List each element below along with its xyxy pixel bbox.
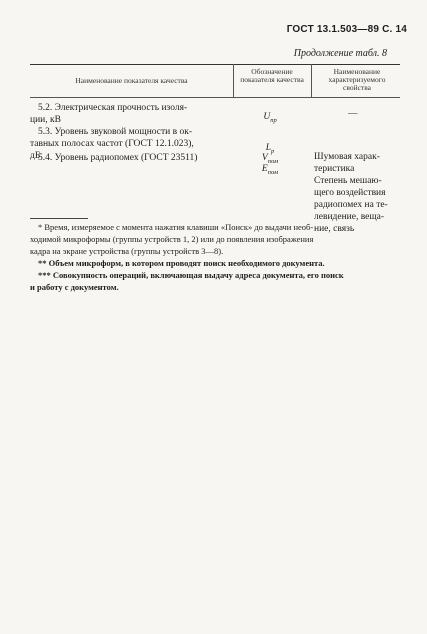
- column-header-symbol: Обозначение показателя качества: [240, 67, 304, 84]
- row-5-4-property-line5: ние, связь: [314, 224, 355, 234]
- table-continuation-caption: Продолжение табл. 8: [293, 48, 387, 59]
- table-column-divider-2: [311, 64, 312, 98]
- row-5-2-property: —: [348, 109, 358, 119]
- row-5-3-name-line3: дБ: [30, 151, 41, 161]
- row-5-4-symbol-e: $E_{пом}$: [261, 164, 279, 176]
- table-column-divider-1: [233, 64, 234, 98]
- table-top-rule: [30, 64, 400, 65]
- row-5-4-name: 5.4. Уровень радиопомех (ГОСТ 23511): [38, 153, 198, 163]
- row-5-2-name-line1: 5.2. Электрическая прочность изоля-: [38, 103, 188, 113]
- row-5-3-symbol: $L_р$: [265, 143, 275, 155]
- row-5-4-property-line3: радиопомех на те-: [314, 200, 388, 210]
- footnote-3-line2: и работу с документом.: [30, 282, 119, 292]
- row-5-4-symbol-v: $V_{пом}$: [261, 153, 279, 165]
- row-5-4-property-line2: щего воздействия: [314, 188, 386, 198]
- footnote-1-line2: ходимой микроформы (группы устройств 1, 2) или до появления изображения: [30, 234, 314, 244]
- table-header-rule: [30, 97, 400, 98]
- row-5-4-property-line4: левидение, веща-: [314, 212, 385, 222]
- page-header: ГОСТ 13.1.503—89 С. 14: [286, 24, 407, 35]
- row-5-3-property-line2: теристика: [314, 164, 355, 174]
- footnote-2: ** Объем микроформ, в котором проводят поиск необходимого документа.: [38, 258, 325, 268]
- footnote-1-line3: кадра на экране устройства (группы устройств 3—8).: [30, 246, 224, 256]
- column-header-name: Наименование показателя качества: [75, 76, 188, 85]
- row-5-2-symbol: $U_{пр}$: [263, 112, 277, 124]
- row-5-3-property-line1: Шумовая харак-: [314, 152, 380, 162]
- row-5-3-name-line1: 5.3. Уровень звуковой мощности в ок-: [38, 127, 192, 137]
- column-header-property: Наименование характеризуемого свойства: [328, 67, 386, 92]
- footnote-3-line1: *** Совокупность операций, включающая выдачу адреса документа, его поиск: [38, 270, 344, 280]
- row-5-4-property-line1: Степень мешаю-: [314, 176, 382, 186]
- row-5-2-name-line2: ции, кВ: [30, 115, 61, 125]
- row-5-3-name-line2: тавных полосах частот (ГОСТ 12.1.023),: [30, 139, 194, 149]
- footnote-1-line1: * Время, измеряемое с момента нажатия клавиши «Поиск» до выдачи необ-: [38, 222, 314, 232]
- footnote-separator: [30, 218, 88, 219]
